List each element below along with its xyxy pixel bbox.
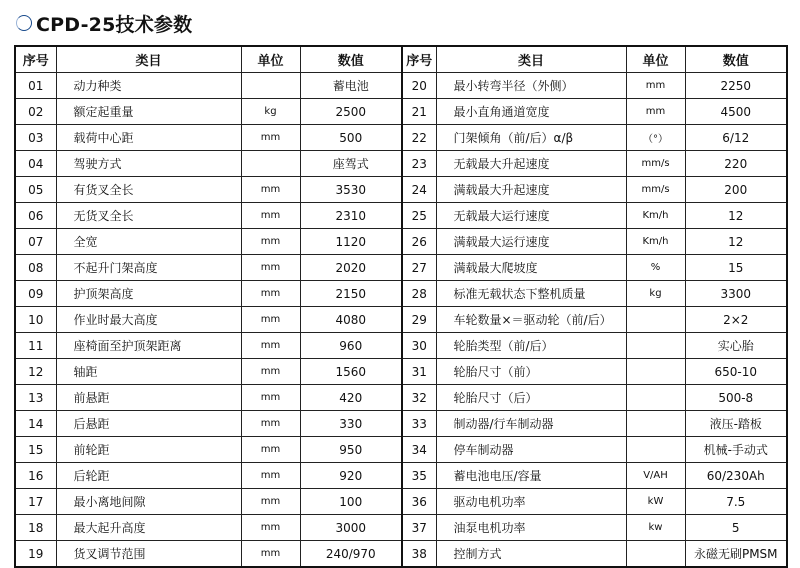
- row-value: 永磁无刷PMSM: [685, 541, 787, 568]
- row-value: 液压-踏板: [685, 411, 787, 437]
- row-value: 240/970: [300, 541, 402, 568]
- row-item: 轮胎尺寸（前）: [436, 359, 626, 385]
- row-item: 作业时最大高度: [56, 307, 241, 333]
- row-unit: mm: [241, 489, 300, 515]
- row-item: 动力种类: [56, 73, 241, 99]
- row-item: 不起升门架高度: [56, 255, 241, 281]
- header-no: 序号: [402, 46, 436, 73]
- table-row: [15, 515, 787, 541]
- table-row: [15, 541, 787, 568]
- row-unit: mm: [241, 203, 300, 229]
- row-value: 500-8: [685, 385, 787, 411]
- row-item: 货叉调节范围: [56, 541, 241, 568]
- row-item: 座椅面至护顶架距离: [56, 333, 241, 359]
- row-number: 21: [402, 99, 436, 125]
- row-number: 08: [15, 255, 56, 281]
- row-value: 60/230Ah: [685, 463, 787, 489]
- row-number: 09: [15, 281, 56, 307]
- row-value: 机械-手动式: [685, 437, 787, 463]
- row-unit: V/AH: [626, 463, 685, 489]
- row-value: 2×2: [685, 307, 787, 333]
- row-item: 驱动电机功率: [436, 489, 626, 515]
- row-unit: mm: [626, 99, 685, 125]
- row-item: 轮胎类型（前/后）: [436, 333, 626, 359]
- row-value: 200: [685, 177, 787, 203]
- row-value: 650-10: [685, 359, 787, 385]
- row-number: 05: [15, 177, 56, 203]
- table-row: [15, 463, 787, 489]
- row-number: 11: [15, 333, 56, 359]
- row-unit: mm: [241, 437, 300, 463]
- row-unit: [626, 333, 685, 359]
- row-item: 满载最大升起速度: [436, 177, 626, 203]
- row-number: 17: [15, 489, 56, 515]
- row-number: 18: [15, 515, 56, 541]
- row-item: 最小直角通道宽度: [436, 99, 626, 125]
- table-row: [15, 177, 787, 203]
- row-unit: mm: [241, 125, 300, 151]
- row-item: 满载最大爬坡度: [436, 255, 626, 281]
- row-unit: kg: [241, 99, 300, 125]
- row-item: 控制方式: [436, 541, 626, 568]
- page-title: CPD-25技术参数: [36, 13, 193, 36]
- row-value: 2500: [300, 99, 402, 125]
- row-unit: mm: [241, 541, 300, 568]
- row-number: 30: [402, 333, 436, 359]
- spec-table: [14, 45, 788, 568]
- row-number: 33: [402, 411, 436, 437]
- row-item: 额定起重量: [56, 99, 241, 125]
- row-unit: mm: [241, 177, 300, 203]
- row-number: 36: [402, 489, 436, 515]
- row-unit: mm: [241, 463, 300, 489]
- row-unit: %: [626, 255, 685, 281]
- row-value: 实心胎: [685, 333, 787, 359]
- row-value: 12: [685, 229, 787, 255]
- header-item: 类目: [56, 46, 241, 73]
- row-value: 420: [300, 385, 402, 411]
- row-number: 04: [15, 151, 56, 177]
- row-item: 轴距: [56, 359, 241, 385]
- row-value: 920: [300, 463, 402, 489]
- row-value: 3530: [300, 177, 402, 203]
- row-unit: [241, 151, 300, 177]
- row-unit: mm: [241, 359, 300, 385]
- row-value: 500: [300, 125, 402, 151]
- row-value: 1560: [300, 359, 402, 385]
- table-row: [15, 73, 787, 99]
- row-item: 前轮距: [56, 437, 241, 463]
- row-number: 01: [15, 73, 56, 99]
- row-item: 无载最大运行速度: [436, 203, 626, 229]
- row-number: 38: [402, 541, 436, 568]
- table-row: [15, 281, 787, 307]
- row-unit: Km/h: [626, 203, 685, 229]
- row-item: 门架倾角（前/后）α/β: [436, 125, 626, 151]
- table-row: [15, 255, 787, 281]
- row-number: 25: [402, 203, 436, 229]
- header-unit: 单位: [241, 46, 300, 73]
- row-item: 最小离地间隙: [56, 489, 241, 515]
- row-unit: [626, 307, 685, 333]
- table-row: [15, 359, 787, 385]
- table-row: [15, 307, 787, 333]
- row-unit: mm: [241, 229, 300, 255]
- row-number: 13: [15, 385, 56, 411]
- spec-table-wrapper: [14, 45, 786, 561]
- row-item: 全宽: [56, 229, 241, 255]
- row-item: 前悬距: [56, 385, 241, 411]
- row-value: 950: [300, 437, 402, 463]
- row-number: 26: [402, 229, 436, 255]
- row-value: 1120: [300, 229, 402, 255]
- table-row: [15, 411, 787, 437]
- row-value: 2150: [300, 281, 402, 307]
- row-value: 3300: [685, 281, 787, 307]
- header-no: 序号: [15, 46, 56, 73]
- row-unit: mm: [241, 281, 300, 307]
- row-item: 标准无载状态下整机质量: [436, 281, 626, 307]
- row-unit: mm: [241, 411, 300, 437]
- row-item: 车轮数量×＝驱动轮（前/后）: [436, 307, 626, 333]
- row-unit: [626, 385, 685, 411]
- row-unit: mm: [241, 307, 300, 333]
- row-unit: [241, 73, 300, 99]
- row-item: 最小转弯半径（外侧）: [436, 73, 626, 99]
- title-bar: [16, 8, 192, 38]
- row-number: 19: [15, 541, 56, 568]
- row-number: 03: [15, 125, 56, 151]
- row-item: 最大起升高度: [56, 515, 241, 541]
- row-item: 无货叉全长: [56, 203, 241, 229]
- table-row: [15, 203, 787, 229]
- row-number: 35: [402, 463, 436, 489]
- row-unit: [626, 359, 685, 385]
- row-number: 02: [15, 99, 56, 125]
- row-unit: （°）: [626, 125, 685, 151]
- row-item: 无载最大升起速度: [436, 151, 626, 177]
- row-value: 2250: [685, 73, 787, 99]
- row-item: 油泵电机功率: [436, 515, 626, 541]
- row-unit: kw: [626, 515, 685, 541]
- row-value: 7.5: [685, 489, 787, 515]
- row-value: 2020: [300, 255, 402, 281]
- header-unit: 单位: [626, 46, 685, 73]
- table-row: [15, 437, 787, 463]
- row-item: 驾驶方式: [56, 151, 241, 177]
- row-value: 100: [300, 489, 402, 515]
- table-row: [15, 125, 787, 151]
- row-unit: mm/s: [626, 177, 685, 203]
- row-unit: kg: [626, 281, 685, 307]
- row-item: 蓄电池电压/容量: [436, 463, 626, 489]
- table-row: [15, 229, 787, 255]
- table-row: [15, 151, 787, 177]
- row-item: 后悬距: [56, 411, 241, 437]
- row-value: 12: [685, 203, 787, 229]
- row-unit: mm: [241, 385, 300, 411]
- row-value: 15: [685, 255, 787, 281]
- row-number: 29: [402, 307, 436, 333]
- row-value: 330: [300, 411, 402, 437]
- row-number: 15: [15, 437, 56, 463]
- header-value: 数值: [685, 46, 787, 73]
- row-unit: Km/h: [626, 229, 685, 255]
- row-number: 06: [15, 203, 56, 229]
- row-value: 2310: [300, 203, 402, 229]
- row-number: 22: [402, 125, 436, 151]
- header-item: 类目: [436, 46, 626, 73]
- circle-bullet-icon: [16, 15, 32, 31]
- row-number: 16: [15, 463, 56, 489]
- row-item: 制动器/行车制动器: [436, 411, 626, 437]
- header-value: 数值: [300, 46, 402, 73]
- row-number: 32: [402, 385, 436, 411]
- row-item: 停车制动器: [436, 437, 626, 463]
- table-row: [15, 99, 787, 125]
- row-value: 960: [300, 333, 402, 359]
- row-item: 满载最大运行速度: [436, 229, 626, 255]
- row-number: 37: [402, 515, 436, 541]
- row-item: 护顶架高度: [56, 281, 241, 307]
- row-unit: mm: [241, 333, 300, 359]
- header-row: [15, 46, 787, 73]
- row-unit: [626, 411, 685, 437]
- row-number: 07: [15, 229, 56, 255]
- row-unit: [626, 437, 685, 463]
- row-unit: mm: [241, 255, 300, 281]
- row-number: 24: [402, 177, 436, 203]
- row-value: 4500: [685, 99, 787, 125]
- row-value: 220: [685, 151, 787, 177]
- row-number: 28: [402, 281, 436, 307]
- row-value: 3000: [300, 515, 402, 541]
- row-value: 6/12: [685, 125, 787, 151]
- row-number: 27: [402, 255, 436, 281]
- row-number: 23: [402, 151, 436, 177]
- row-value: 蓄电池: [300, 73, 402, 99]
- row-number: 12: [15, 359, 56, 385]
- row-value: 座驾式: [300, 151, 402, 177]
- row-value: 4080: [300, 307, 402, 333]
- row-unit: mm/s: [626, 151, 685, 177]
- row-item: 轮胎尺寸（后）: [436, 385, 626, 411]
- row-unit: kW: [626, 489, 685, 515]
- row-unit: [626, 541, 685, 568]
- row-number: 14: [15, 411, 56, 437]
- row-unit: mm: [241, 515, 300, 541]
- row-number: 31: [402, 359, 436, 385]
- row-number: 10: [15, 307, 56, 333]
- table-row: [15, 385, 787, 411]
- row-number: 20: [402, 73, 436, 99]
- row-item: 有货叉全长: [56, 177, 241, 203]
- row-item: 载荷中心距: [56, 125, 241, 151]
- table-row: [15, 333, 787, 359]
- row-unit: mm: [626, 73, 685, 99]
- row-number: 34: [402, 437, 436, 463]
- row-item: 后轮距: [56, 463, 241, 489]
- row-value: 5: [685, 515, 787, 541]
- table-row: [15, 489, 787, 515]
